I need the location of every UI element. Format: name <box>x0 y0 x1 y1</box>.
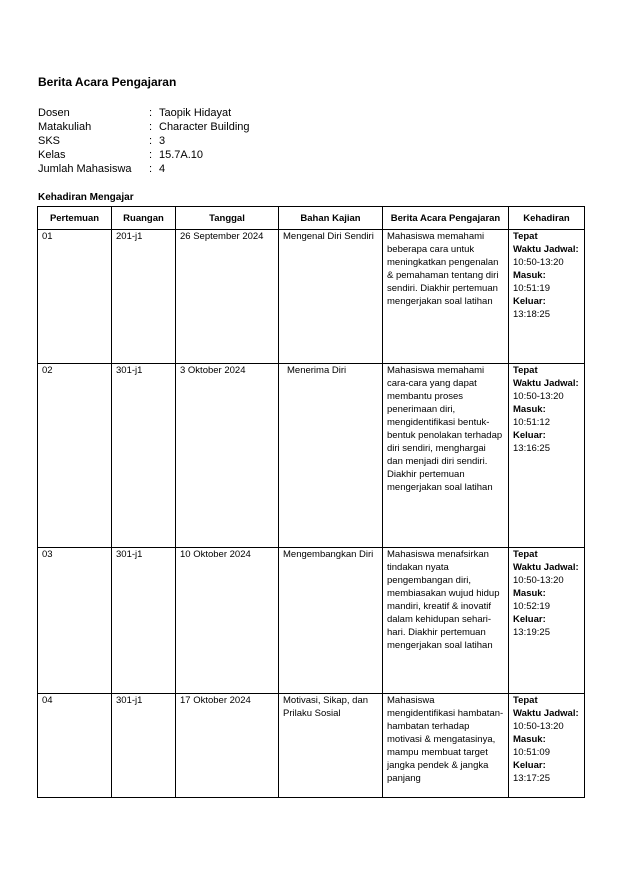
info-label: Dosen <box>38 107 70 119</box>
info-row-matakuliah <box>38 120 250 134</box>
header-ruangan: Ruangan <box>112 207 176 230</box>
cell-kehadiran <box>509 694 585 798</box>
keluar-label: Keluar: <box>513 614 546 625</box>
cell-tanggal: 10 Oktober 2024 <box>176 548 279 694</box>
jadwal-value: 10:50-13:20 <box>513 575 564 586</box>
cell-kehadiran <box>509 230 585 364</box>
table-header-row <box>38 207 585 230</box>
info-row-sks <box>38 134 250 148</box>
cell-ruangan: 301-j1 <box>112 364 176 548</box>
jadwal-label: Waktu Jadwal: <box>513 378 579 389</box>
header-pertemuan: Pertemuan <box>38 207 112 230</box>
masuk-label: Masuk: <box>513 588 546 599</box>
jadwal-value: 10:50-13:20 <box>513 257 564 268</box>
info-row-jumlah-mahasiswa <box>38 162 250 176</box>
info-row-dosen <box>38 106 250 120</box>
cell-kehadiran <box>509 548 585 694</box>
cell-ruangan: 301-j1 <box>112 548 176 694</box>
cell-tanggal: 26 September 2024 <box>176 230 279 364</box>
cell-ruangan: 301-j1 <box>112 694 176 798</box>
header-berita-acara: Berita Acara Pengajaran <box>383 207 509 230</box>
info-value: 15.7A.10 <box>159 149 204 161</box>
keluar-value: 13:17:25 <box>513 773 550 784</box>
cell-tanggal: 17 Oktober 2024 <box>176 694 279 798</box>
cell-bahan-kajian: Mengembangkan Diri <box>279 548 383 694</box>
status-label: Tepat <box>513 231 538 242</box>
status-label: Tepat <box>513 695 538 706</box>
jadwal-label: Waktu Jadwal: <box>513 244 579 255</box>
info-colon: : <box>149 107 153 119</box>
masuk-value: 10:51:19 <box>513 283 550 294</box>
cell-pertemuan: 04 <box>38 694 112 798</box>
info-value: Character Building <box>159 121 250 133</box>
table-row <box>38 230 585 364</box>
cell-ruangan: 201-j1 <box>112 230 176 364</box>
status-label: Tepat <box>513 365 538 376</box>
jadwal-value: 10:50-13:20 <box>513 721 564 732</box>
cell-bahan-kajian: Motivasi, Sikap, dan Prilaku Sosial <box>279 694 383 798</box>
jadwal-value: 10:50-13:20 <box>513 391 564 402</box>
masuk-label: Masuk: <box>513 270 546 281</box>
cell-kehadiran <box>509 364 585 548</box>
header-tanggal: Tanggal <box>176 207 279 230</box>
info-value: 4 <box>159 163 166 175</box>
keluar-value: 13:16:25 <box>513 443 550 454</box>
info-colon: : <box>149 163 153 175</box>
info-colon: : <box>149 121 153 133</box>
masuk-value: 10:51:09 <box>513 747 550 758</box>
masuk-value: 10:52:19 <box>513 601 550 612</box>
info-value: Taopik Hidayat <box>159 107 232 119</box>
cell-berita-acara: Mahasiswa mengidentifikasi hambatan- hambatan terhadap motivasi & mengatasinya, mampu membuat target jangka pendek & jangka panjang <box>383 694 509 798</box>
info-value: 3 <box>159 135 166 147</box>
cell-pertemuan: 02 <box>38 364 112 548</box>
cell-pertemuan: 03 <box>38 548 112 694</box>
cell-pertemuan: 01 <box>38 230 112 364</box>
info-colon: : <box>149 135 153 147</box>
header-bahan-kajian: Bahan Kajian <box>279 207 383 230</box>
header-kehadiran: Kehadiran <box>509 207 585 230</box>
cell-berita-acara: Mahasiswa memahami cara-cara yang dapat membantu proses penerimaan diri, mengidentifikasi bentuk-bentuk penolakan terhadap diri sendiri, menghargai dan menjadi diri sendiri. Diakhir pertemuan mengerjakan soal latihan <box>383 364 509 548</box>
table-row <box>38 548 585 694</box>
info-label: Kelas <box>38 149 66 161</box>
jadwal-label: Waktu Jadwal: <box>513 708 579 719</box>
cell-tanggal: 3 Oktober 2024 <box>176 364 279 548</box>
status-label: Tepat <box>513 549 538 560</box>
table-row <box>38 694 585 798</box>
info-row-kelas <box>38 148 250 162</box>
cell-berita-acara: Mahasiswa menafsirkan tindakan nyata pengembangan diri, membiasakan wujud hidup mandiri, kreatif & inovatif dalam kehidupan sehari-hari. Diakhir pertemuan mengerjakan soal latihan <box>383 548 509 694</box>
masuk-label: Masuk: <box>513 734 546 745</box>
keluar-value: 13:18:25 <box>513 309 550 320</box>
info-block <box>38 106 250 176</box>
keluar-value: 13:19:25 <box>513 627 550 638</box>
info-label: Jumlah Mahasiswa <box>38 163 132 175</box>
keluar-label: Keluar: <box>513 760 546 771</box>
masuk-value: 10:51:12 <box>513 417 550 428</box>
keluar-label: Keluar: <box>513 296 546 307</box>
cell-berita-acara: Mahasiswa memahami beberapa cara untuk meningkatkan pengenalan & pemahaman tentang diri sendiri. Diakhir pertemuan mengerjakan soal latihan <box>383 230 509 364</box>
attendance-table <box>37 206 585 798</box>
jadwal-label: Waktu Jadwal: <box>513 562 579 573</box>
masuk-label: Masuk: <box>513 404 546 415</box>
cell-bahan-kajian: Mengenal Diri Sendiri <box>279 230 383 364</box>
keluar-label: Keluar: <box>513 430 546 441</box>
info-label: Matakuliah <box>38 121 92 133</box>
table-row <box>38 364 585 548</box>
cell-bahan-kajian: Menerima Diri <box>279 364 383 548</box>
page-title: Berita Acara Pengajaran <box>38 75 177 89</box>
info-label: SKS <box>38 135 61 147</box>
section-title: Kehadiran Mengajar <box>38 192 134 203</box>
info-colon: : <box>149 149 153 161</box>
